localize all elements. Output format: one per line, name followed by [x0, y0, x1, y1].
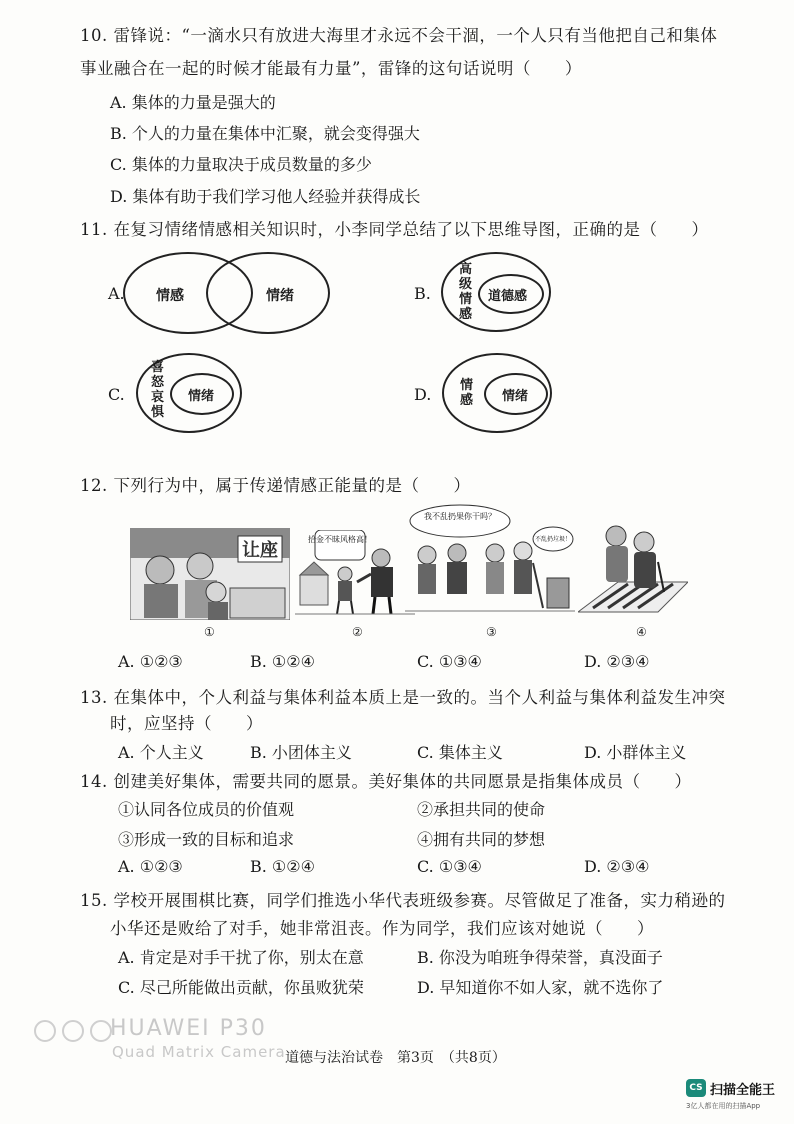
camera-lens-icon: [34, 1020, 56, 1042]
q12-picture-2: [295, 530, 415, 615]
q14-option-c: C. ①③④: [417, 857, 482, 876]
q11-b-inner-label: 道德感: [488, 289, 528, 304]
q13-option-b: B. 小团体主义: [250, 743, 352, 762]
camscanner-tagline: 3亿人都在用的扫描App: [686, 1102, 761, 1110]
camscanner-logo-icon: CS: [686, 1079, 706, 1097]
q12-picture-4: [578, 522, 688, 614]
q13-option-a: A. 个人主义: [118, 743, 204, 762]
q12-picture-1-title: 让座: [242, 540, 278, 561]
page-footer: 道德与法治试卷 第3页 （共8页）: [285, 1050, 506, 1066]
q12-picture-2-bubble: 拾金不昧风格高！: [308, 535, 372, 544]
q11-c-letter: C.: [108, 385, 125, 404]
q15-option-c: C. 尽己所能做出贡献，你虽败犹荣: [118, 978, 364, 997]
q10-option-b: B. 个人的力量在集体中汇聚，就会变得强大: [110, 124, 420, 143]
q11-b-letter: B.: [414, 284, 431, 303]
q12-label-3: ③: [486, 625, 497, 639]
q11-a-letter: A.: [108, 284, 125, 303]
q10-stem-line1: 10. 雷锋说：“一滴水只有放进大海里才永远不会干涸，一个人只有当他把自己和集体: [80, 26, 718, 45]
q14-option-a: A. ①②③: [118, 857, 183, 876]
q11-d-outer-label: 情感: [460, 378, 474, 408]
q12-label-2: ②: [352, 625, 363, 639]
watermark-model: HUAWEI P30: [110, 1016, 267, 1041]
q11-d-inner-label: 情绪: [502, 389, 529, 404]
q11-a-left-label: 情感: [156, 288, 184, 304]
q13-option-c: C. 集体主义: [417, 743, 503, 762]
q12-option-c: C. ①③④: [417, 652, 482, 671]
q14-statement-2: ②承担共同的使命: [417, 800, 546, 819]
q12-picture-3-bubble: 我不乱扔果你干吗？: [424, 512, 496, 521]
q12-label-4: ④: [636, 625, 647, 639]
q12-option-d: D. ②③④: [584, 652, 650, 671]
q12-stem: 12. 下列行为中，属于传递情感正能量的是（ ）: [80, 476, 471, 495]
q14-option-d: D. ②③④: [584, 857, 650, 876]
q13-option-d: D. 小群体主义: [584, 743, 687, 762]
q12-option-b: B. ①②④: [250, 652, 315, 671]
q10-stem-line2: 事业融合在一起的时候才能最有力量”，雷锋的这句话说明（ ）: [80, 59, 582, 78]
q11-stem: 11. 在复习情绪情感相关知识时，小李同学总结了以下思维导图，正确的是（ ）: [80, 220, 709, 239]
q15-option-a: A. 肯定是对手干扰了你，别太在意: [118, 948, 364, 967]
q15-option-b: B. 你没为咱班争得荣誉，真没面子: [417, 948, 663, 967]
q11-b-outer-label: 高级情感: [459, 262, 473, 322]
q14-statement-4: ④拥有共同的梦想: [417, 830, 546, 849]
q14-statement-1: ①认同各位成员的价值观: [118, 800, 295, 819]
camera-lens-icon: [62, 1020, 84, 1042]
q11-c-outer-label: 喜怒哀惧: [151, 360, 165, 420]
q10-option-a: A. 集体的力量是强大的: [110, 93, 276, 112]
q12-option-a: A. ①②③: [118, 652, 183, 671]
q10-option-d: D. 集体有助于我们学习他人经验并获得成长: [110, 187, 421, 206]
camera-lens-icon: [90, 1020, 112, 1042]
q12-picture-3: [405, 503, 575, 615]
camscanner-name: 扫描全能王: [710, 1083, 776, 1098]
q15-stem-line1: 15. 学校开展围棋比赛，同学们推选小华代表班级参赛。尽管做足了准备，实力稍逊的: [80, 891, 726, 910]
q11-d-letter: D.: [414, 385, 432, 404]
q11-a-right-label: 情绪: [266, 288, 294, 304]
q13-stem-line1: 13. 在集体中，个人利益与集体利益本质上是一致的。当个人利益与集体利益发生冲突: [80, 688, 726, 707]
q12-label-1: ①: [204, 625, 215, 639]
q12-picture-1: [130, 528, 290, 620]
q14-statement-3: ③形成一致的目标和追求: [118, 830, 295, 849]
q14-option-b: B. ①②④: [250, 857, 315, 876]
q10-option-c: C. 集体的力量取决于成员数量的多少: [110, 155, 372, 174]
q11-c-inner-label: 情绪: [188, 389, 215, 404]
q14-stem: 14. 创建美好集体，需要共同的愿景。美好集体的共同愿景是指集体成员（ ）: [80, 772, 692, 791]
q15-stem-line2: 小华还是败给了对手，她非常沮丧。作为同学，我们应该对她说（ ）: [110, 919, 654, 938]
q12-picture-3-bubble-2: 不乱扔垃圾！: [534, 536, 572, 543]
watermark-camera: Quad Matrix Camera: [112, 1043, 286, 1061]
q13-stem-line2: 时，应坚持（ ）: [110, 714, 263, 733]
camera-watermark: [34, 1020, 112, 1042]
q15-option-d: D. 早知道你不如人家，就不选你了: [417, 978, 664, 997]
